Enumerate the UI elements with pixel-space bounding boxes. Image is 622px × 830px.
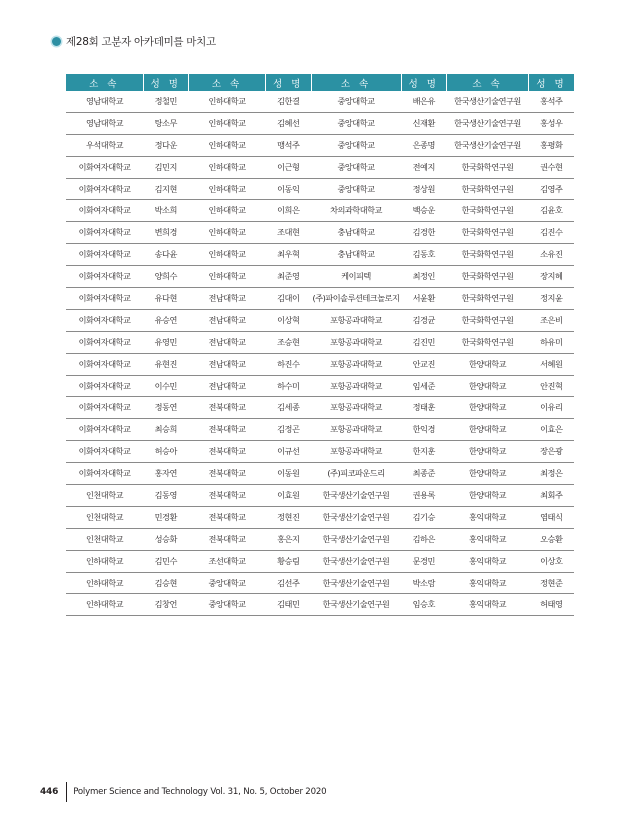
name-cell: 유다현: [143, 288, 189, 310]
affiliation-cell: 한국화학연구원: [447, 222, 529, 244]
affiliation-cell: 인천대학교: [66, 506, 143, 528]
name-cell: 김승현: [143, 572, 189, 594]
name-cell: 이동원: [266, 463, 312, 485]
name-cell: 배은유: [401, 91, 447, 112]
name-cell: 조은비: [529, 309, 575, 331]
name-cell: 김혜선: [266, 112, 312, 134]
affiliation-cell: 한국생산기술연구원: [311, 506, 401, 528]
affiliation-cell: 한국생산기술연구원: [447, 112, 529, 134]
name-cell: 변희경: [143, 222, 189, 244]
name-cell: 김민지: [143, 156, 189, 178]
name-cell: 김정곤: [266, 419, 312, 441]
affiliation-cell: 이화여자대학교: [66, 156, 143, 178]
affiliation-cell: 중앙대학교: [189, 594, 266, 616]
table-row: [66, 156, 574, 178]
name-cell: 한지훈: [401, 441, 447, 463]
section-heading: [52, 34, 216, 49]
affiliation-cell: 인하대학교: [66, 572, 143, 594]
affiliation-cell: 한국생산기술연구원: [311, 550, 401, 572]
name-cell: 정다운: [143, 134, 189, 156]
header-affiliation: 소 속: [189, 74, 266, 91]
affiliation-cell: 충남대학교: [311, 244, 401, 266]
name-cell: 이동익: [266, 178, 312, 200]
name-cell: 박소희: [143, 200, 189, 222]
name-cell: 김윤호: [529, 200, 575, 222]
table-row: [66, 91, 574, 112]
page-footer: [40, 782, 326, 802]
affiliation-cell: 홍익대학교: [447, 550, 529, 572]
affiliation-cell: 영남대학교: [66, 91, 143, 112]
table-body: [66, 91, 574, 616]
name-cell: 정현진: [266, 506, 312, 528]
name-cell: 김영주: [529, 178, 575, 200]
affiliation-cell: 차의과학대학교: [311, 200, 401, 222]
affiliation-cell: 전북대학교: [189, 463, 266, 485]
name-cell: 문경민: [401, 550, 447, 572]
name-cell: 김창언: [143, 594, 189, 616]
table-row: [66, 288, 574, 310]
affiliation-cell: 전남대학교: [189, 331, 266, 353]
name-cell: 이상호: [529, 550, 575, 572]
name-cell: 이근형: [266, 156, 312, 178]
affiliation-cell: 이화여자대학교: [66, 266, 143, 288]
affiliation-cell: 전북대학교: [189, 419, 266, 441]
affiliation-cell: 포항공과대학교: [311, 353, 401, 375]
affiliation-cell: 한국화학연구원: [447, 309, 529, 331]
affiliation-cell: 홍익대학교: [447, 572, 529, 594]
affiliation-cell: 전남대학교: [189, 353, 266, 375]
name-cell: 이상혁: [266, 309, 312, 331]
header-name: 성 명: [401, 74, 447, 91]
name-cell: 조승현: [266, 331, 312, 353]
name-cell: 정태훈: [401, 397, 447, 419]
affiliation-cell: 한국화학연구원: [447, 288, 529, 310]
affiliation-cell: 전북대학교: [189, 397, 266, 419]
affiliation-cell: 케이피텍: [311, 266, 401, 288]
name-cell: 정동연: [143, 397, 189, 419]
name-cell: 홍석주: [529, 91, 575, 112]
affiliation-cell: 한양대학교: [447, 353, 529, 375]
affiliation-cell: 이화여자대학교: [66, 353, 143, 375]
affiliation-cell: 인하대학교: [189, 156, 266, 178]
affiliation-cell: 한국화학연구원: [447, 200, 529, 222]
affiliation-cell: 이화여자대학교: [66, 375, 143, 397]
table-row: [66, 528, 574, 550]
name-cell: 최우혁: [266, 244, 312, 266]
affiliation-cell: 한양대학교: [447, 463, 529, 485]
name-cell: 권수현: [529, 156, 575, 178]
name-cell: 하진수: [266, 353, 312, 375]
name-cell: 정지윤: [529, 288, 575, 310]
name-cell: 최회주: [529, 485, 575, 507]
participant-table: [66, 74, 574, 616]
name-cell: 하수미: [266, 375, 312, 397]
name-cell: 은종명: [401, 134, 447, 156]
affiliation-cell: 한국생산기술연구원: [447, 134, 529, 156]
name-cell: 탕소무: [143, 112, 189, 134]
affiliation-cell: 한국생산기술연구원: [311, 485, 401, 507]
name-cell: 하유미: [529, 331, 575, 353]
name-cell: 전예지: [401, 156, 447, 178]
affiliation-cell: 한국생산기술연구원: [311, 572, 401, 594]
table-row: [66, 112, 574, 134]
circle-bullet-icon: [52, 37, 61, 46]
affiliation-cell: 충남대학교: [311, 222, 401, 244]
affiliation-cell: 한국생산기술연구원: [447, 91, 529, 112]
table-row: [66, 506, 574, 528]
affiliation-cell: 한양대학교: [447, 485, 529, 507]
affiliation-cell: 이화여자대학교: [66, 331, 143, 353]
name-cell: 정현준: [529, 572, 575, 594]
name-cell: 임승호: [401, 594, 447, 616]
affiliation-cell: 전남대학교: [189, 288, 266, 310]
affiliation-cell: 홍익대학교: [447, 594, 529, 616]
table-row: [66, 353, 574, 375]
name-cell: 김민수: [143, 550, 189, 572]
affiliation-cell: 이화여자대학교: [66, 200, 143, 222]
footer-divider: [66, 782, 67, 802]
affiliation-cell: 포항공과대학교: [311, 441, 401, 463]
affiliation-cell: 이화여자대학교: [66, 244, 143, 266]
affiliation-cell: 포항공과대학교: [311, 309, 401, 331]
affiliation-cell: (주)파이솔루션테크놀로지: [311, 288, 401, 310]
affiliation-cell: 전북대학교: [189, 441, 266, 463]
affiliation-cell: 전남대학교: [189, 309, 266, 331]
affiliation-cell: 이화여자대학교: [66, 309, 143, 331]
table-row: [66, 419, 574, 441]
affiliation-cell: 포항공과대학교: [311, 397, 401, 419]
name-cell: 홍자연: [143, 463, 189, 485]
affiliation-cell: 중앙대학교: [311, 134, 401, 156]
name-cell: 홍평화: [529, 134, 575, 156]
affiliation-cell: 인하대학교: [189, 134, 266, 156]
header-name: 성 명: [266, 74, 312, 91]
name-cell: 조대현: [266, 222, 312, 244]
name-cell: 안진혁: [529, 375, 575, 397]
affiliation-cell: 인하대학교: [189, 266, 266, 288]
name-cell: 최정인: [401, 266, 447, 288]
affiliation-cell: 한양대학교: [447, 441, 529, 463]
name-cell: 민경환: [143, 506, 189, 528]
name-cell: 정철민: [143, 91, 189, 112]
name-cell: 송다윤: [143, 244, 189, 266]
name-cell: 이효원: [266, 485, 312, 507]
affiliation-cell: 중앙대학교: [311, 91, 401, 112]
name-cell: 이유리: [529, 397, 575, 419]
header-name: 성 명: [529, 74, 575, 91]
name-cell: 양희수: [143, 266, 189, 288]
table-row: [66, 397, 574, 419]
affiliation-cell: 인하대학교: [189, 200, 266, 222]
name-cell: 최준영: [266, 266, 312, 288]
affiliation-cell: 이화여자대학교: [66, 397, 143, 419]
affiliation-cell: 홍익대학교: [447, 506, 529, 528]
affiliation-cell: 영남대학교: [66, 112, 143, 134]
table-row: [66, 134, 574, 156]
affiliation-cell: 전북대학교: [189, 506, 266, 528]
affiliation-cell: 중앙대학교: [311, 178, 401, 200]
table-row: [66, 594, 574, 616]
name-cell: 김진수: [529, 222, 575, 244]
affiliation-cell: 이화여자대학교: [66, 222, 143, 244]
name-cell: 최종준: [401, 463, 447, 485]
affiliation-cell: 우석대학교: [66, 134, 143, 156]
affiliation-cell: 인하대학교: [189, 112, 266, 134]
table-row: [66, 485, 574, 507]
name-cell: 이희은: [266, 200, 312, 222]
affiliation-cell: 한국생산기술연구원: [311, 528, 401, 550]
affiliation-cell: 전북대학교: [189, 528, 266, 550]
name-cell: 김한결: [266, 91, 312, 112]
name-cell: 김경한: [401, 222, 447, 244]
name-cell: 서윤환: [401, 288, 447, 310]
affiliation-cell: 홍익대학교: [447, 528, 529, 550]
table-header-row: [66, 74, 574, 91]
name-cell: 성승화: [143, 528, 189, 550]
name-cell: 안교진: [401, 353, 447, 375]
affiliation-cell: 이화여자대학교: [66, 463, 143, 485]
affiliation-cell: (주)피코파운드리: [311, 463, 401, 485]
affiliation-cell: 포항공과대학교: [311, 375, 401, 397]
affiliation-cell: 이화여자대학교: [66, 441, 143, 463]
table-row: [66, 572, 574, 594]
affiliation-cell: 인하대학교: [189, 178, 266, 200]
table-row: [66, 550, 574, 572]
name-cell: 박소람: [401, 572, 447, 594]
affiliation-cell: 한국화학연구원: [447, 244, 529, 266]
affiliation-cell: 이화여자대학교: [66, 419, 143, 441]
name-cell: 홍성우: [529, 112, 575, 134]
affiliation-cell: 중앙대학교: [189, 572, 266, 594]
name-cell: 이규선: [266, 441, 312, 463]
affiliation-cell: 한양대학교: [447, 375, 529, 397]
name-cell: 김선주: [266, 572, 312, 594]
name-cell: 김진민: [401, 331, 447, 353]
name-cell: 허태영: [529, 594, 575, 616]
name-cell: 김대이: [266, 288, 312, 310]
name-cell: 김기승: [401, 506, 447, 528]
affiliation-cell: 인하대학교: [66, 594, 143, 616]
name-cell: 김태민: [266, 594, 312, 616]
affiliation-cell: 인하대학교: [66, 550, 143, 572]
affiliation-cell: 조선대학교: [189, 550, 266, 572]
name-cell: 황승림: [266, 550, 312, 572]
affiliation-cell: 중앙대학교: [311, 156, 401, 178]
journal-citation: Polymer Science and Technology Vol. 31, No. 5, October 2020: [73, 787, 327, 797]
name-cell: 권용록: [401, 485, 447, 507]
affiliation-cell: 인하대학교: [189, 222, 266, 244]
name-cell: 유승연: [143, 309, 189, 331]
name-cell: 오승환: [529, 528, 575, 550]
table-row: [66, 222, 574, 244]
affiliation-cell: 한국화학연구원: [447, 178, 529, 200]
header-affiliation: 소 속: [66, 74, 143, 91]
name-cell: 임세준: [401, 375, 447, 397]
name-cell: 최승희: [143, 419, 189, 441]
name-cell: 유현진: [143, 353, 189, 375]
name-cell: 염태식: [529, 506, 575, 528]
affiliation-cell: 이화여자대학교: [66, 288, 143, 310]
header-name: 성 명: [143, 74, 189, 91]
name-cell: 김지현: [143, 178, 189, 200]
affiliation-cell: 한국화학연구원: [447, 266, 529, 288]
name-cell: 최정은: [529, 463, 575, 485]
affiliation-cell: 한양대학교: [447, 419, 529, 441]
table-row: [66, 309, 574, 331]
affiliation-cell: 한국생산기술연구원: [311, 594, 401, 616]
name-cell: 허승아: [143, 441, 189, 463]
affiliation-cell: 인천대학교: [66, 528, 143, 550]
affiliation-cell: 인하대학교: [189, 91, 266, 112]
table-row: [66, 331, 574, 353]
header-affiliation: 소 속: [311, 74, 401, 91]
table-row: [66, 200, 574, 222]
name-cell: 맹석주: [266, 134, 312, 156]
affiliation-cell: 한국화학연구원: [447, 331, 529, 353]
affiliation-cell: 한양대학교: [447, 397, 529, 419]
affiliation-cell: 포항공과대학교: [311, 419, 401, 441]
name-cell: 유영민: [143, 331, 189, 353]
name-cell: 김동영: [143, 485, 189, 507]
page-number: 446: [40, 787, 59, 797]
affiliation-cell: 인하대학교: [189, 244, 266, 266]
table-row: [66, 178, 574, 200]
name-cell: 김하은: [401, 528, 447, 550]
name-cell: 김세종: [266, 397, 312, 419]
name-cell: 홍은지: [266, 528, 312, 550]
name-cell: 장지혜: [529, 266, 575, 288]
affiliation-cell: 중앙대학교: [311, 112, 401, 134]
name-cell: 신재환: [401, 112, 447, 134]
name-cell: 김동호: [401, 244, 447, 266]
affiliation-cell: 한국화학연구원: [447, 156, 529, 178]
affiliation-cell: 전남대학교: [189, 375, 266, 397]
name-cell: 이효은: [529, 419, 575, 441]
table-row: [66, 441, 574, 463]
table-row: [66, 375, 574, 397]
name-cell: 장은광: [529, 441, 575, 463]
table-row: [66, 463, 574, 485]
name-cell: 소유진: [529, 244, 575, 266]
name-cell: 백승운: [401, 200, 447, 222]
name-cell: 한익경: [401, 419, 447, 441]
name-cell: 서혜원: [529, 353, 575, 375]
section-title: 제28회 고분자 아카데미를 마치고: [66, 36, 216, 48]
affiliation-cell: 이화여자대학교: [66, 178, 143, 200]
name-cell: 이수민: [143, 375, 189, 397]
affiliation-cell: 전북대학교: [189, 485, 266, 507]
header-affiliation: 소 속: [447, 74, 529, 91]
table-row: [66, 244, 574, 266]
name-cell: 김경균: [401, 309, 447, 331]
affiliation-cell: 인천대학교: [66, 485, 143, 507]
affiliation-cell: 포항공과대학교: [311, 331, 401, 353]
name-cell: 정상원: [401, 178, 447, 200]
table-row: [66, 266, 574, 288]
